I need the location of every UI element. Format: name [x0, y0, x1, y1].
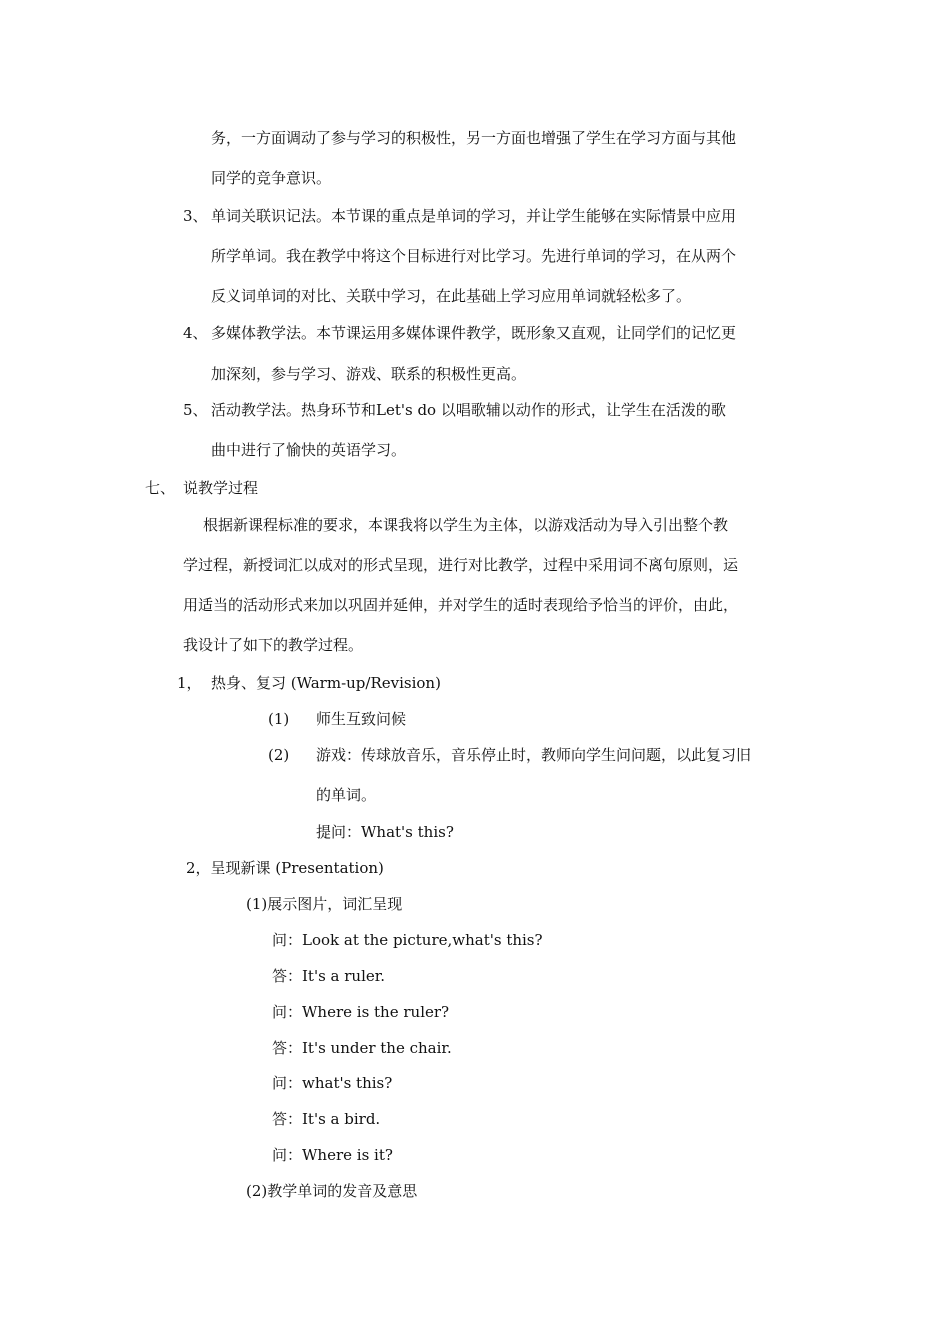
- item2-continuation-line2: 同学的竞争意识。: [211, 169, 332, 187]
- step1-sub2-number: (2): [268, 746, 290, 764]
- step1-sub2-line1: 游戏：传球放音乐，音乐停止时，教师向学生问问题，以此复习旧: [316, 746, 752, 764]
- qa-line: 问：what's this?: [272, 1074, 393, 1092]
- step1-sub1-number: (1): [268, 710, 290, 728]
- qa-line: 答：It's under the chair.: [272, 1039, 452, 1057]
- item4-number: 4、: [183, 324, 208, 342]
- item3-line3: 反义词单词的对比、关联中学习，在此基础上学习应用单词就轻松多了。: [211, 287, 692, 305]
- step1-title: 热身、复习 (Warm-up/Revision): [211, 674, 441, 692]
- qa-line: 问：Where is the ruler?: [272, 1003, 450, 1021]
- qa-line: 问：Look at the picture,what's this?: [272, 931, 543, 949]
- section7-paragraph-line2: 学过程，新授词汇以成对的形式呈现，进行对比教学，过程中采用词不离句原则，运: [183, 556, 739, 574]
- step2-title: 2，呈现新课 (Presentation): [186, 859, 384, 877]
- section7-paragraph-line4: 我设计了如下的教学过程。: [183, 636, 364, 654]
- step1-sub2-line2: 的单词。: [316, 786, 377, 804]
- item5-line1: 活动教学法。热身环节和Let's do 以唱歌辅以动作的形式，让学生在活泼的歌: [211, 401, 726, 419]
- item3-line2: 所学单词。我在教学中将这个目标进行对比学习。先进行单词的学习，在从两个: [211, 247, 737, 265]
- section7-title: 说教学过程: [183, 479, 259, 497]
- item3-line1: 单词关联识记法。本节课的重点是单词的学习，并让学生能够在实际情景中应用: [211, 207, 737, 225]
- item5-line2: 曲中进行了愉快的英语学习。: [211, 441, 407, 459]
- qa-line: 答：It's a ruler.: [272, 967, 386, 985]
- step1-sub1-text: 师生互致问候: [316, 710, 407, 728]
- item4-line1: 多媒体教学法。本节课运用多媒体课件教学，既形象又直观，让同学们的记忆更: [211, 324, 737, 342]
- qa-line: 答：It's a bird.: [272, 1110, 381, 1128]
- step1-number: 1，: [177, 674, 202, 692]
- section7-paragraph-line3: 用适当的活动形式来加以巩固并延伸，并对学生的适时表现给予恰当的评价，由此，: [183, 596, 739, 614]
- item5-number: 5、: [183, 401, 208, 419]
- item2-continuation-line1: 务，一方面调动了参与学习的积极性，另一方面也增强了学生在学习方面与其他: [211, 129, 737, 147]
- step2-sub1: (1)展示图片，词汇呈现: [246, 895, 403, 913]
- section7-number: 七、: [145, 479, 176, 497]
- item3-number: 3、: [183, 207, 208, 225]
- step2-sub2: (2)教学单词的发音及意思: [246, 1182, 418, 1200]
- qa-line: 问：Where is it?: [272, 1146, 393, 1164]
- step1-sub2-line3: 提问：What's this?: [316, 823, 454, 841]
- item4-line2: 加深刻，参与学习、游戏、联系的积极性更高。: [211, 365, 527, 383]
- section7-paragraph-line1: 根据新课程标准的要求，本课我将以学生为主体，以游戏活动为导入引出整个教: [203, 516, 729, 534]
